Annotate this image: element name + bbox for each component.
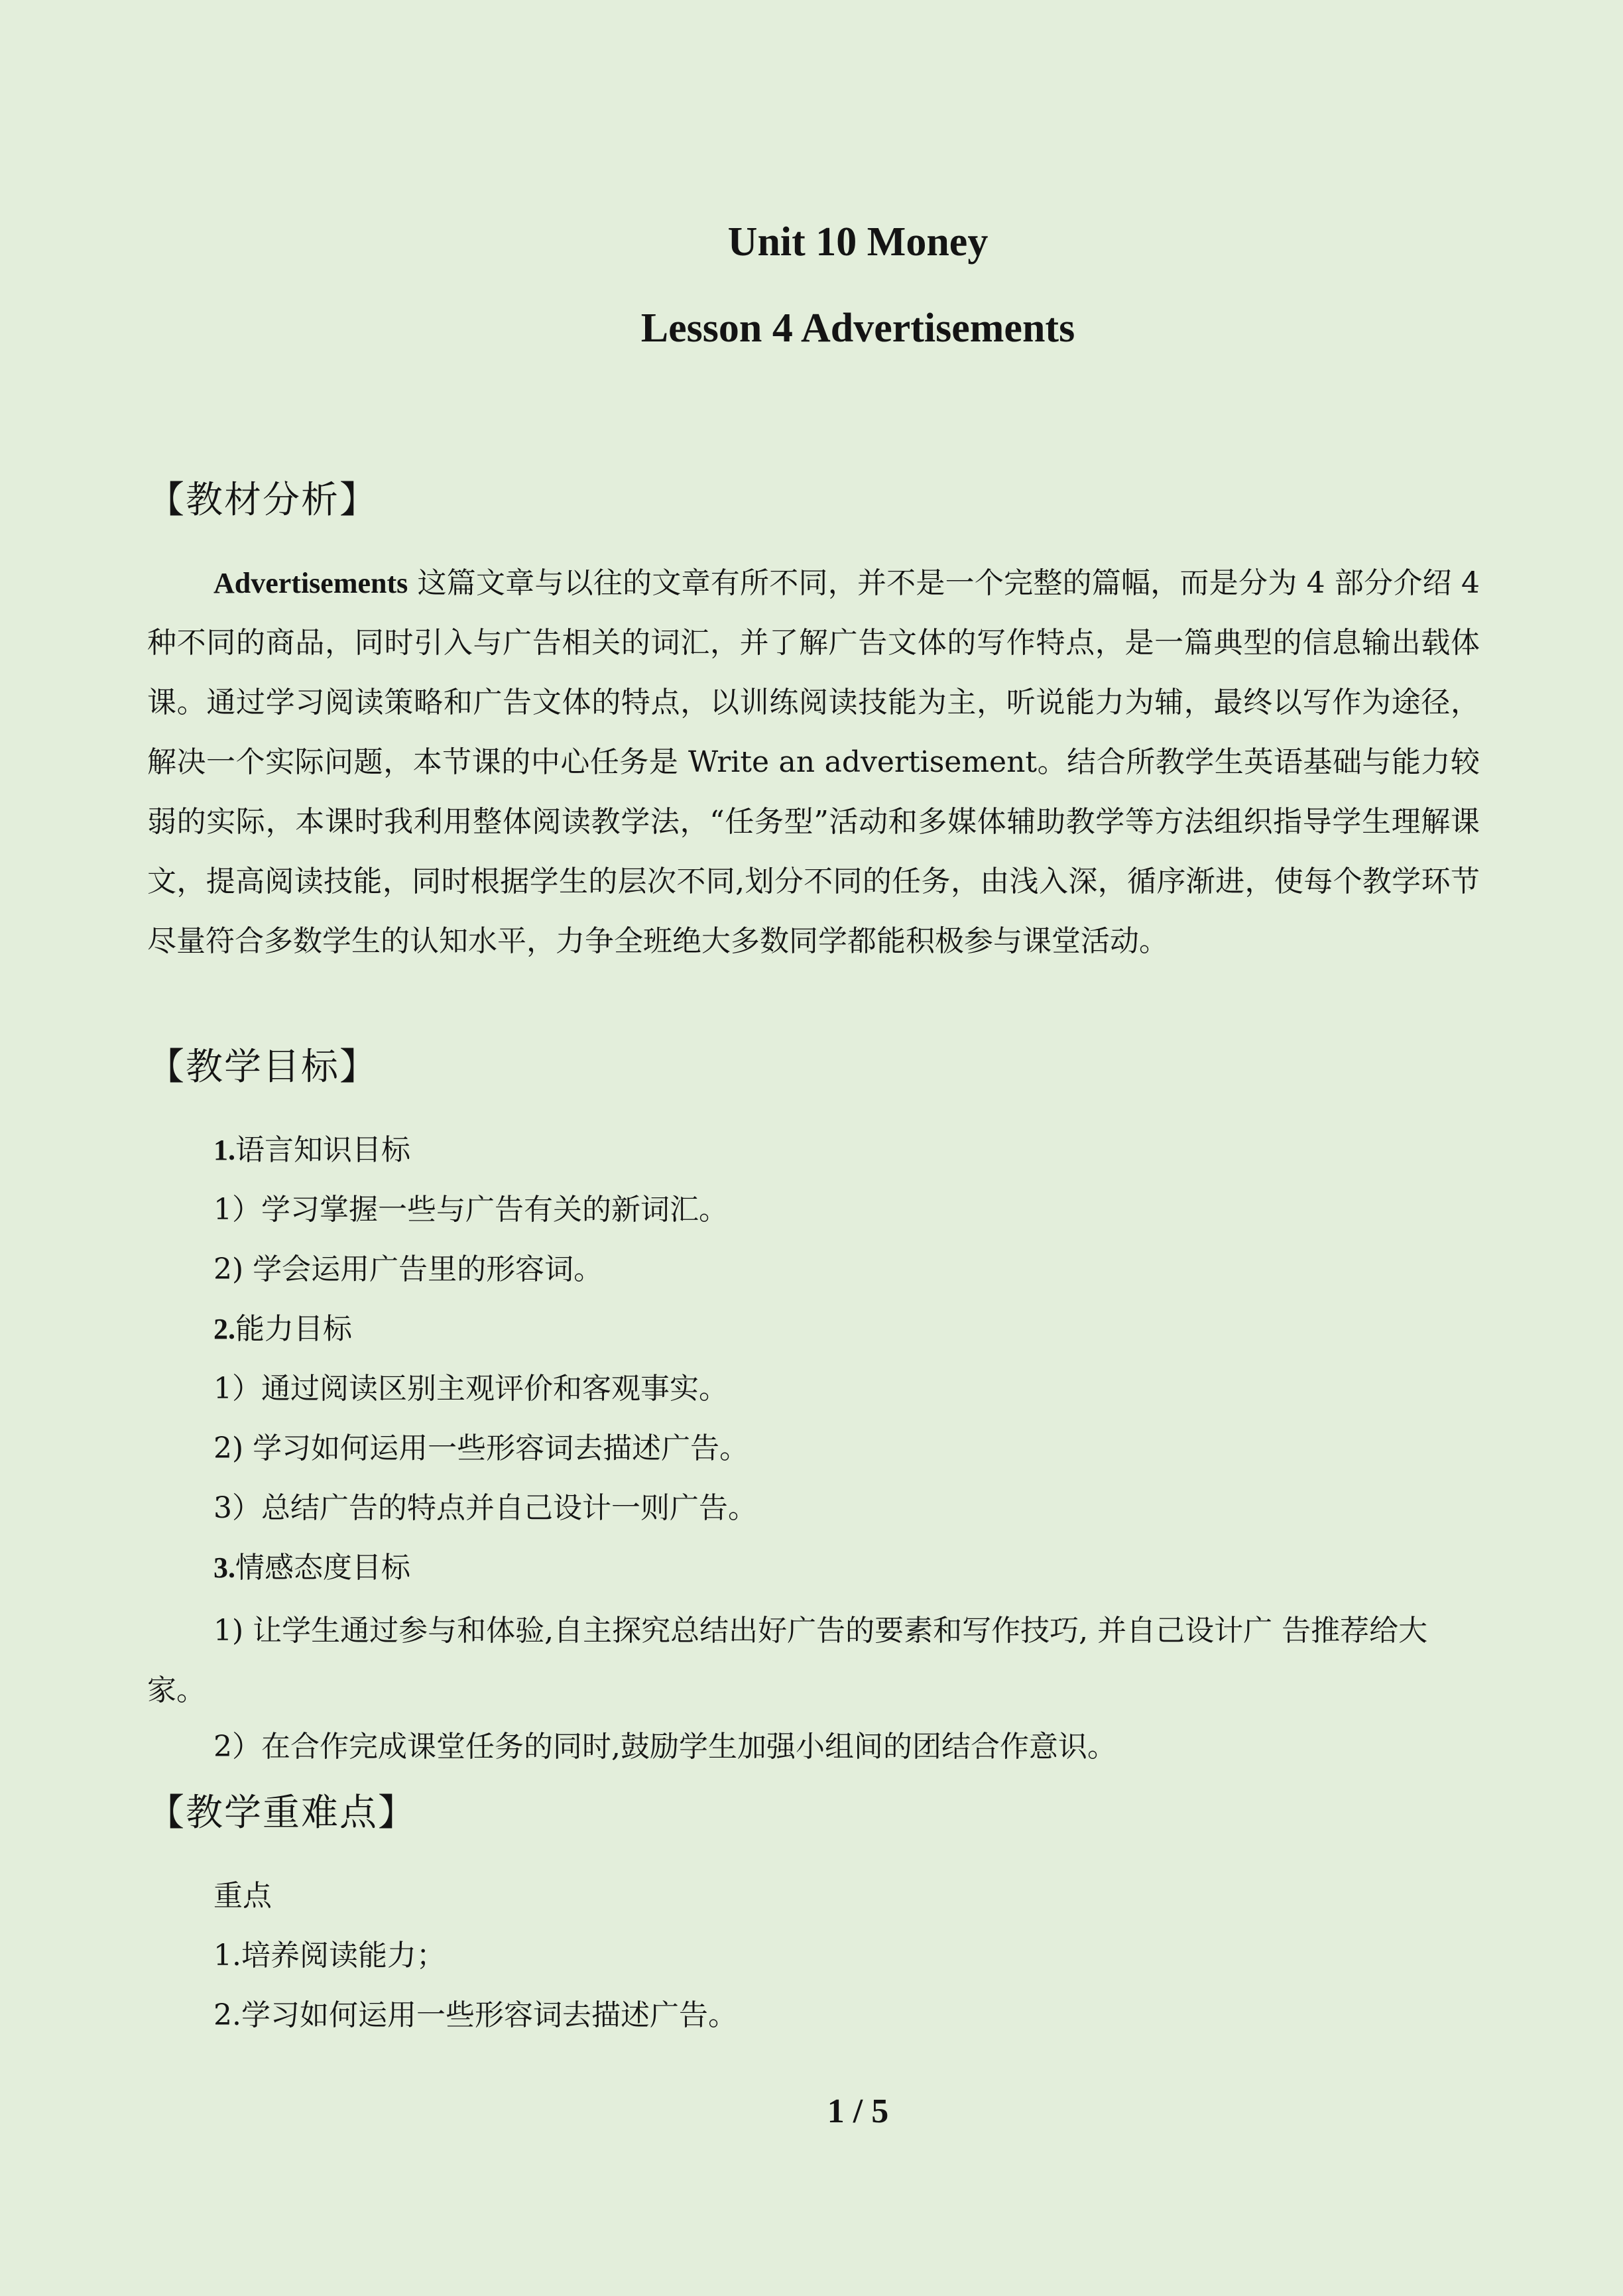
page-number: 1 / 5 xyxy=(827,2092,889,2130)
analysis-heading: 【教材分析】 xyxy=(147,479,378,522)
goal2-number: 2. xyxy=(213,1313,235,1345)
goal3-text: 情感态度目标 xyxy=(235,1551,410,1585)
keypoints-heading: 【教学重难点】 xyxy=(147,1791,416,1835)
goal2-item1: 1）通过阅读区别主观评价和客观事实。 xyxy=(213,1372,728,1406)
goal3-number: 3. xyxy=(213,1551,235,1584)
goal2-item3: 3）总结广告的特点并自己设计一则广告。 xyxy=(213,1491,757,1525)
keypoints-item1: 1.培养阅读能力； xyxy=(213,1939,446,1972)
analysis-body: 这篇文章与以往的文章有所不同，并不是一个完整的篇幅，而是分为 4 部分介绍 4 种不同的商品，同时引入与广告相关的词汇，并了解广告文体的写作特点，是一篇典型的信息输出载体课。通过学习阅读策略和广告文体的特点，以训练阅读技能为主，听说能力为辅，最终以写作为途径，解决一个实际问题，本节课的中心任务是 Write an advertisement。结合所教学生英语基础与能力较弱的实际，本课时我利用整体阅读教学法，“任务型”活动和多媒体辅助教学等方法组织指导学生理解课文，提高阅读技能，同时根据学生的层次不同,划分不同的任务，由浅入深，循序渐进，使每个教学环节尽量符合多数学生的认知水平，力争全班绝大多数同学都能积极参与课堂活动。 xyxy=(147,566,1480,958)
keypoints-item2: 2.学习如何运用一些形容词去描述广告。 xyxy=(213,1998,737,2032)
analysis-lead-word: Advertisements xyxy=(213,567,408,599)
objectives-heading: 【教学目标】 xyxy=(147,1046,378,1089)
goal2-item2: 2) 学习如何运用一些形容词去描述广告。 xyxy=(213,1431,749,1465)
goal3-title xyxy=(213,1548,410,1588)
goal2-text: 能力目标 xyxy=(235,1312,352,1346)
goal2-title xyxy=(213,1309,352,1349)
goal1-item1: 1）学习掌握一些与广告有关的新词汇。 xyxy=(213,1193,728,1227)
goal1-text: 语言知识目标 xyxy=(235,1133,410,1167)
lesson-title: Lesson 4 Advertisements xyxy=(640,306,1075,351)
keypoints-subheading: 重点 xyxy=(213,1879,272,1913)
analysis-paragraph xyxy=(147,554,1480,971)
goal1-number: 1. xyxy=(213,1134,235,1166)
goal3-item1: 1) 让学生通过参与和体验,自主探究总结出好广告的要素和写作技巧, 并自己设计广 告推荐给大家。 xyxy=(147,1614,1428,1707)
goal3-item2: 2）在合作完成课堂任务的同时,鼓励学生加强小组间的团结合作意识。 xyxy=(213,1730,1116,1764)
goal1-title xyxy=(213,1130,410,1170)
goal1-item2: 2) 学会运用广告里的形容词。 xyxy=(213,1252,603,1286)
unit-title: Unit 10 Money xyxy=(727,219,989,265)
